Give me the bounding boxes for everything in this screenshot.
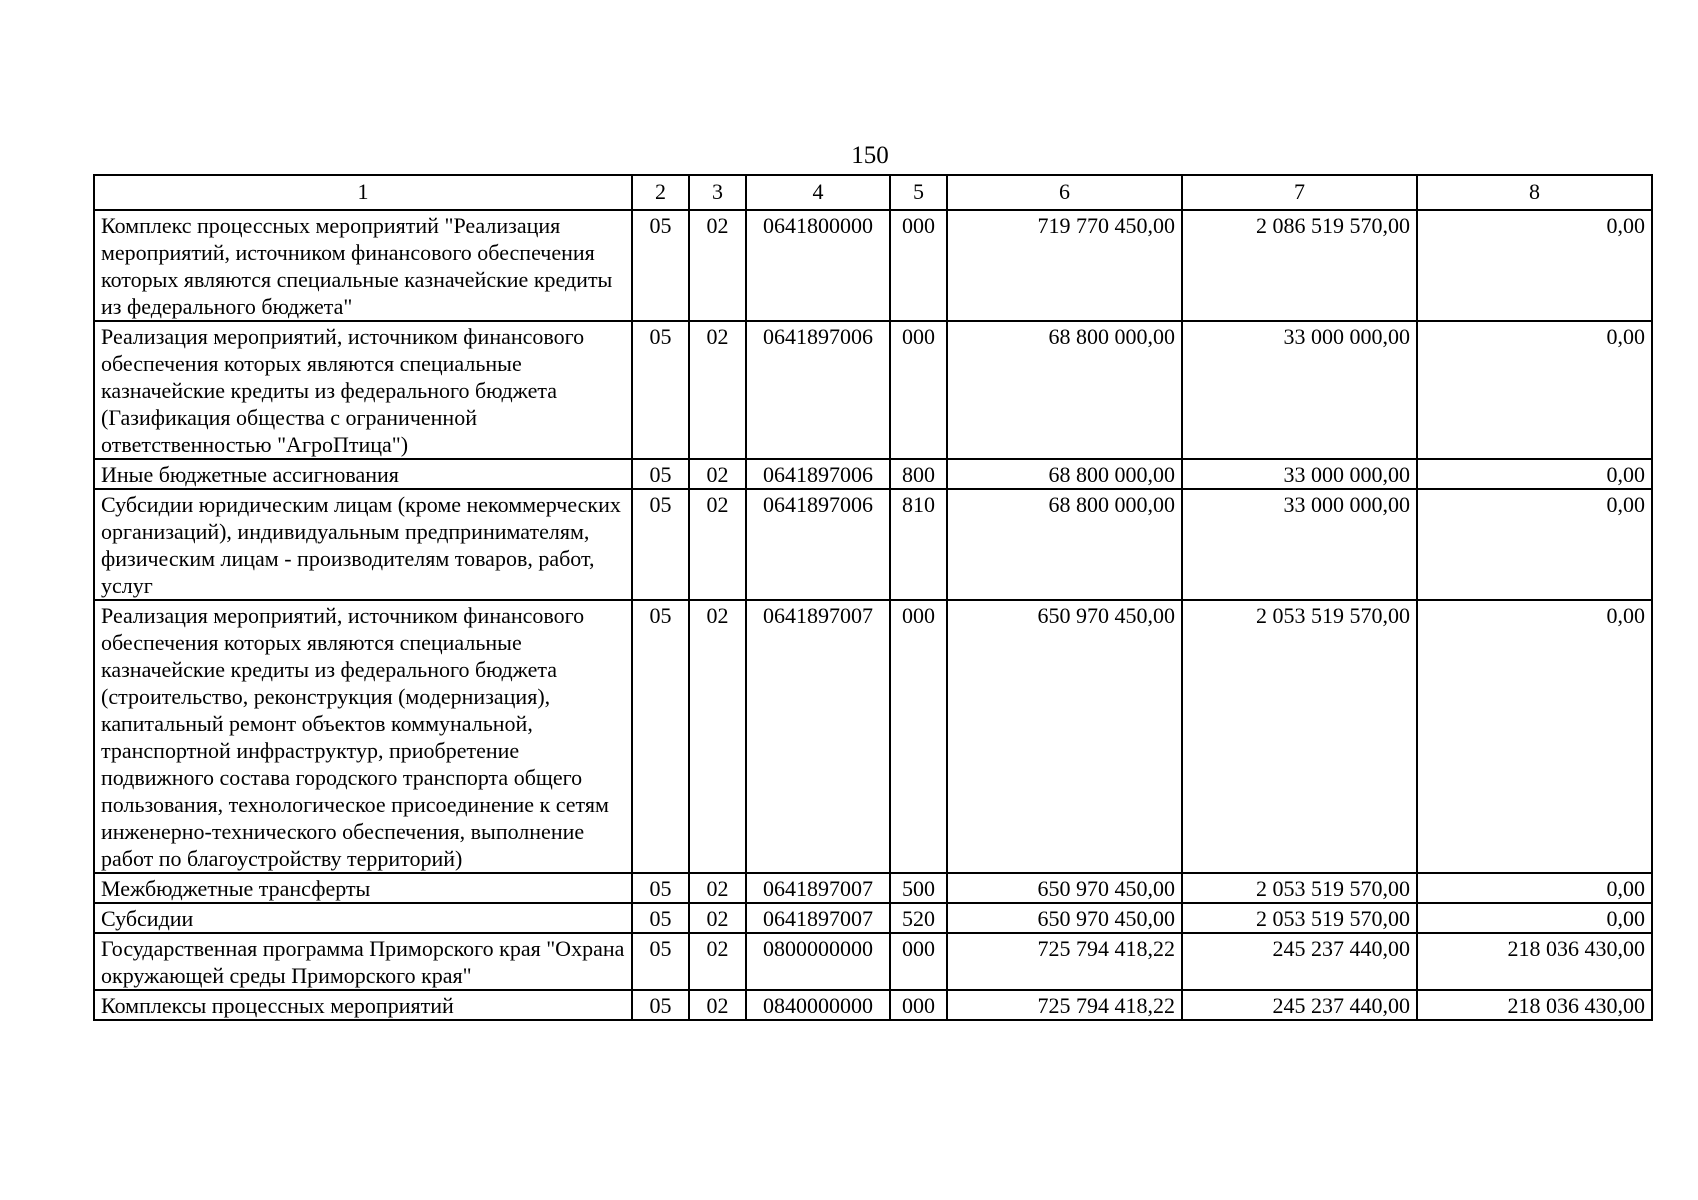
row-subsection: 02	[689, 903, 746, 933]
row-amount-col8: 0,00	[1417, 321, 1652, 459]
table-row	[94, 903, 1652, 933]
row-section: 05	[632, 210, 689, 321]
row-target-article: 0800000000	[746, 933, 890, 990]
row-subsection: 02	[689, 990, 746, 1020]
row-target-article: 0840000000	[746, 990, 890, 1020]
row-amount-col7: 33 000 000,00	[1182, 459, 1417, 489]
row-section: 05	[632, 600, 689, 873]
row-name: Субсидии юридическим лицам (кроме некоммерческих организаций), индивидуальным предпринимателям, физическим лицам - производителям товаров, работ, услуг	[94, 489, 632, 600]
row-name: Межбюджетные трансферты	[94, 873, 632, 903]
table-row	[94, 210, 1652, 321]
row-section: 05	[632, 459, 689, 489]
row-section: 05	[632, 321, 689, 459]
row-amount-col8: 0,00	[1417, 489, 1652, 600]
table-row	[94, 600, 1652, 873]
table-row	[94, 489, 1652, 600]
row-target-article: 0641897006	[746, 321, 890, 459]
row-section: 05	[632, 933, 689, 990]
header-col-5: 5	[890, 175, 947, 210]
row-amount-col7: 245 237 440,00	[1182, 990, 1417, 1020]
row-expense-type: 800	[890, 459, 947, 489]
row-amount-col6: 68 800 000,00	[947, 489, 1182, 600]
row-target-article: 0641897007	[746, 600, 890, 873]
table-row	[94, 321, 1652, 459]
row-name: Комплекс процессных мероприятий "Реализация мероприятий, источником финансового обеспечения которых являются специальные казначейские кредиты из федерального бюджета"	[94, 210, 632, 321]
row-amount-col6: 650 970 450,00	[947, 903, 1182, 933]
row-amount-col7: 245 237 440,00	[1182, 933, 1417, 990]
row-amount-col8: 0,00	[1417, 903, 1652, 933]
row-amount-col6: 719 770 450,00	[947, 210, 1182, 321]
row-expense-type: 500	[890, 873, 947, 903]
row-subsection: 02	[689, 321, 746, 459]
row-expense-type: 520	[890, 903, 947, 933]
row-subsection: 02	[689, 873, 746, 903]
row-name: Реализация мероприятий, источником финансового обеспечения которых являются специальные казначейские кредиты из федерального бюджета (строительство, реконструкция (модернизация), капитальный ремонт объектов коммунальной, транспортной инфраструктур, приобретение подвижного состава городского транспорта общего пользования, технологическое присоединение к сетям инженерно-технического обеспечения, выполнение работ по благоустройству территорий)	[94, 600, 632, 873]
row-amount-col7: 2 053 519 570,00	[1182, 873, 1417, 903]
row-amount-col8: 0,00	[1417, 600, 1652, 873]
row-expense-type: 810	[890, 489, 947, 600]
header-col-2: 2	[632, 175, 689, 210]
row-subsection: 02	[689, 600, 746, 873]
budget-table	[93, 174, 1653, 1021]
row-amount-col7: 2 053 519 570,00	[1182, 600, 1417, 873]
header-col-6: 6	[947, 175, 1182, 210]
row-section: 05	[632, 873, 689, 903]
row-expense-type: 000	[890, 210, 947, 321]
row-subsection: 02	[689, 210, 746, 321]
row-expense-type: 000	[890, 600, 947, 873]
row-amount-col8: 0,00	[1417, 210, 1652, 321]
row-amount-col8: 218 036 430,00	[1417, 933, 1652, 990]
row-section: 05	[632, 990, 689, 1020]
table-row	[94, 459, 1652, 489]
row-expense-type: 000	[890, 321, 947, 459]
row-amount-col6: 725 794 418,22	[947, 990, 1182, 1020]
row-amount-col6: 68 800 000,00	[947, 459, 1182, 489]
row-amount-col7: 33 000 000,00	[1182, 489, 1417, 600]
row-amount-col6: 725 794 418,22	[947, 933, 1182, 990]
row-amount-col8: 218 036 430,00	[1417, 990, 1652, 1020]
row-expense-type: 000	[890, 933, 947, 990]
header-col-3: 3	[689, 175, 746, 210]
page-number: 150	[851, 142, 889, 169]
row-subsection: 02	[689, 933, 746, 990]
row-target-article: 0641897007	[746, 873, 890, 903]
row-name: Реализация мероприятий, источником финансового обеспечения которых являются специальные казначейские кредиты из федерального бюджета (Газификация общества с ограниченной ответственностью "АгроПтица")	[94, 321, 632, 459]
header-col-4: 4	[746, 175, 890, 210]
row-target-article: 0641897006	[746, 489, 890, 600]
row-amount-col6: 650 970 450,00	[947, 873, 1182, 903]
row-amount-col6: 68 800 000,00	[947, 321, 1182, 459]
row-name: Государственная программа Приморского края "Охрана окружающей среды Приморского края"	[94, 933, 632, 990]
row-expense-type: 000	[890, 990, 947, 1020]
header-row	[94, 175, 1652, 210]
header-col-8: 8	[1417, 175, 1652, 210]
row-amount-col8: 0,00	[1417, 459, 1652, 489]
row-amount-col7: 2 053 519 570,00	[1182, 903, 1417, 933]
row-name: Субсидии	[94, 903, 632, 933]
row-section: 05	[632, 903, 689, 933]
row-name: Иные бюджетные ассигнования	[94, 459, 632, 489]
header-col-7: 7	[1182, 175, 1417, 210]
row-amount-col6: 650 970 450,00	[947, 600, 1182, 873]
table-row	[94, 873, 1652, 903]
row-subsection: 02	[689, 489, 746, 600]
row-target-article: 0641897006	[746, 459, 890, 489]
header-col-1: 1	[94, 175, 632, 210]
row-subsection: 02	[689, 459, 746, 489]
row-amount-col7: 2 086 519 570,00	[1182, 210, 1417, 321]
row-target-article: 0641800000	[746, 210, 890, 321]
table-row	[94, 990, 1652, 1020]
row-target-article: 0641897007	[746, 903, 890, 933]
row-section: 05	[632, 489, 689, 600]
table-row	[94, 933, 1652, 990]
row-name: Комплексы процессных мероприятий	[94, 990, 632, 1020]
row-amount-col8: 0,00	[1417, 873, 1652, 903]
row-amount-col7: 33 000 000,00	[1182, 321, 1417, 459]
